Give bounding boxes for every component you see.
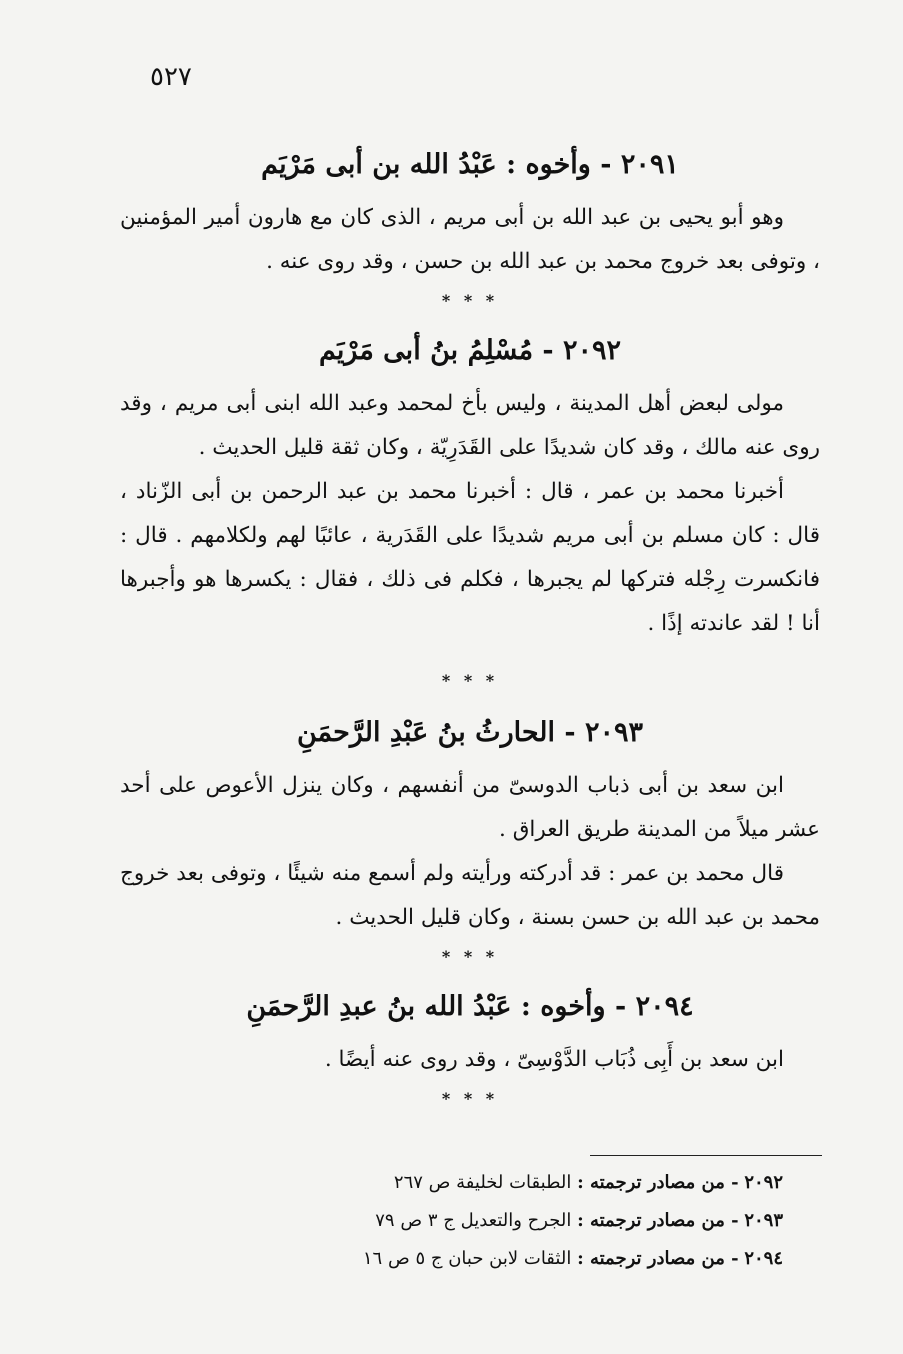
footnote: [263, 1202, 783, 1240]
footnote-text: الثقات لابن حبان ج ٥ ص ١٦: [362, 1248, 572, 1269]
separator-stars: * * *: [441, 1089, 499, 1108]
footnote-text: الطبقات لخليفة ص ٢٦٧: [393, 1172, 572, 1193]
entry-paragraph: وهو أبو يحيى بن عبد الله بن أبى مريم ، الذى كان مع هارون أمير المؤمنين ، وتوفى بعد خروج محمد بن عبد الله بن حسن ، وقد روى عنه .: [120, 205, 820, 274]
footnote-lead: - من مصادر ترجمته :: [577, 1172, 739, 1193]
entry-title-2094: ٢٠٩٤ - وأخوه : عَبْدُ الله بنُ عبدِ الرَّحمَنِ: [246, 991, 694, 1022]
main-text: [120, 130, 820, 1120]
footnote: [263, 1240, 783, 1278]
separator-stars: * * *: [441, 291, 499, 310]
footnote-lead: - من مصادر ترجمته :: [577, 1248, 739, 1269]
page-number: ٥٢٧: [150, 62, 192, 92]
footnotes: [263, 1164, 783, 1278]
footnote: [263, 1164, 783, 1202]
footnote-number: ٢٠٩٢: [744, 1172, 783, 1193]
entry-paragraph: ابن سعد بن أبى ذباب الدوسىّ من أنفسهم ، وكان ينزل الأعوص على أحد عشر ميلاً من المدينة طريق العراق .: [120, 773, 820, 842]
separator-stars: * * *: [441, 947, 499, 966]
entry-title-2092: ٢٠٩٢ - مُسْلِمُ بنُ أبى مَرْيَم: [318, 335, 622, 366]
footnote-number: ٢٠٩٤: [744, 1248, 783, 1269]
entry-title-2093: ٢٠٩٣ - الحارثُ بنُ عَبْدِ الرَّحمَنِ: [296, 717, 644, 748]
entry-title-2091: ٢٠٩١ - وأخوه : عَبْدُ الله بن أبى مَرْيَم: [261, 149, 679, 180]
footnote-lead: - من مصادر ترجمته :: [577, 1210, 739, 1231]
separator-stars: * * *: [441, 671, 499, 690]
entry-paragraph: أخبرنا محمد بن عمر ، قال : أخبرنا محمد بن عبد الرحمن بن أبى الزّناد ، قال : كان مسلم بن أبى مريم شديدًا على القَدَرية ، عائبًا لهم ولكلامهم . قال : فانكسرت رِجْله فتركها لم يجبرها ، فكلم فى ذلك ، فقال : يكسرها هو وأجبرها أنا ! لقد عاندته إذًا .: [120, 479, 820, 636]
footnote-text: الجرح والتعديل ج ٣ ص ٧٩: [375, 1210, 572, 1231]
footnote-number: ٢٠٩٣: [744, 1210, 783, 1231]
footnote-rule: [590, 1155, 822, 1156]
entry-paragraph: ابن سعد بن أَبِى ذُبَاب الدَّوْسِىّ ، وقد روى عنه أيضًا .: [324, 1047, 784, 1072]
entry-paragraph: قال محمد بن عمر : قد أدركته ورأيته ولم أسمع منه شيئًا ، وتوفى بعد خروج محمد بن عبد الله بن حسن بسنة ، وكان قليل الحديث .: [120, 861, 820, 930]
entry-paragraph: مولى لبعض أهل المدينة ، وليس بأخ لمحمد وعبد الله ابنى أبى مريم ، وقد روى عنه مالك ، وقد كان شديدًا على القَدَرِيّة ، وكان ثقة قليل الحديث .: [120, 391, 820, 460]
